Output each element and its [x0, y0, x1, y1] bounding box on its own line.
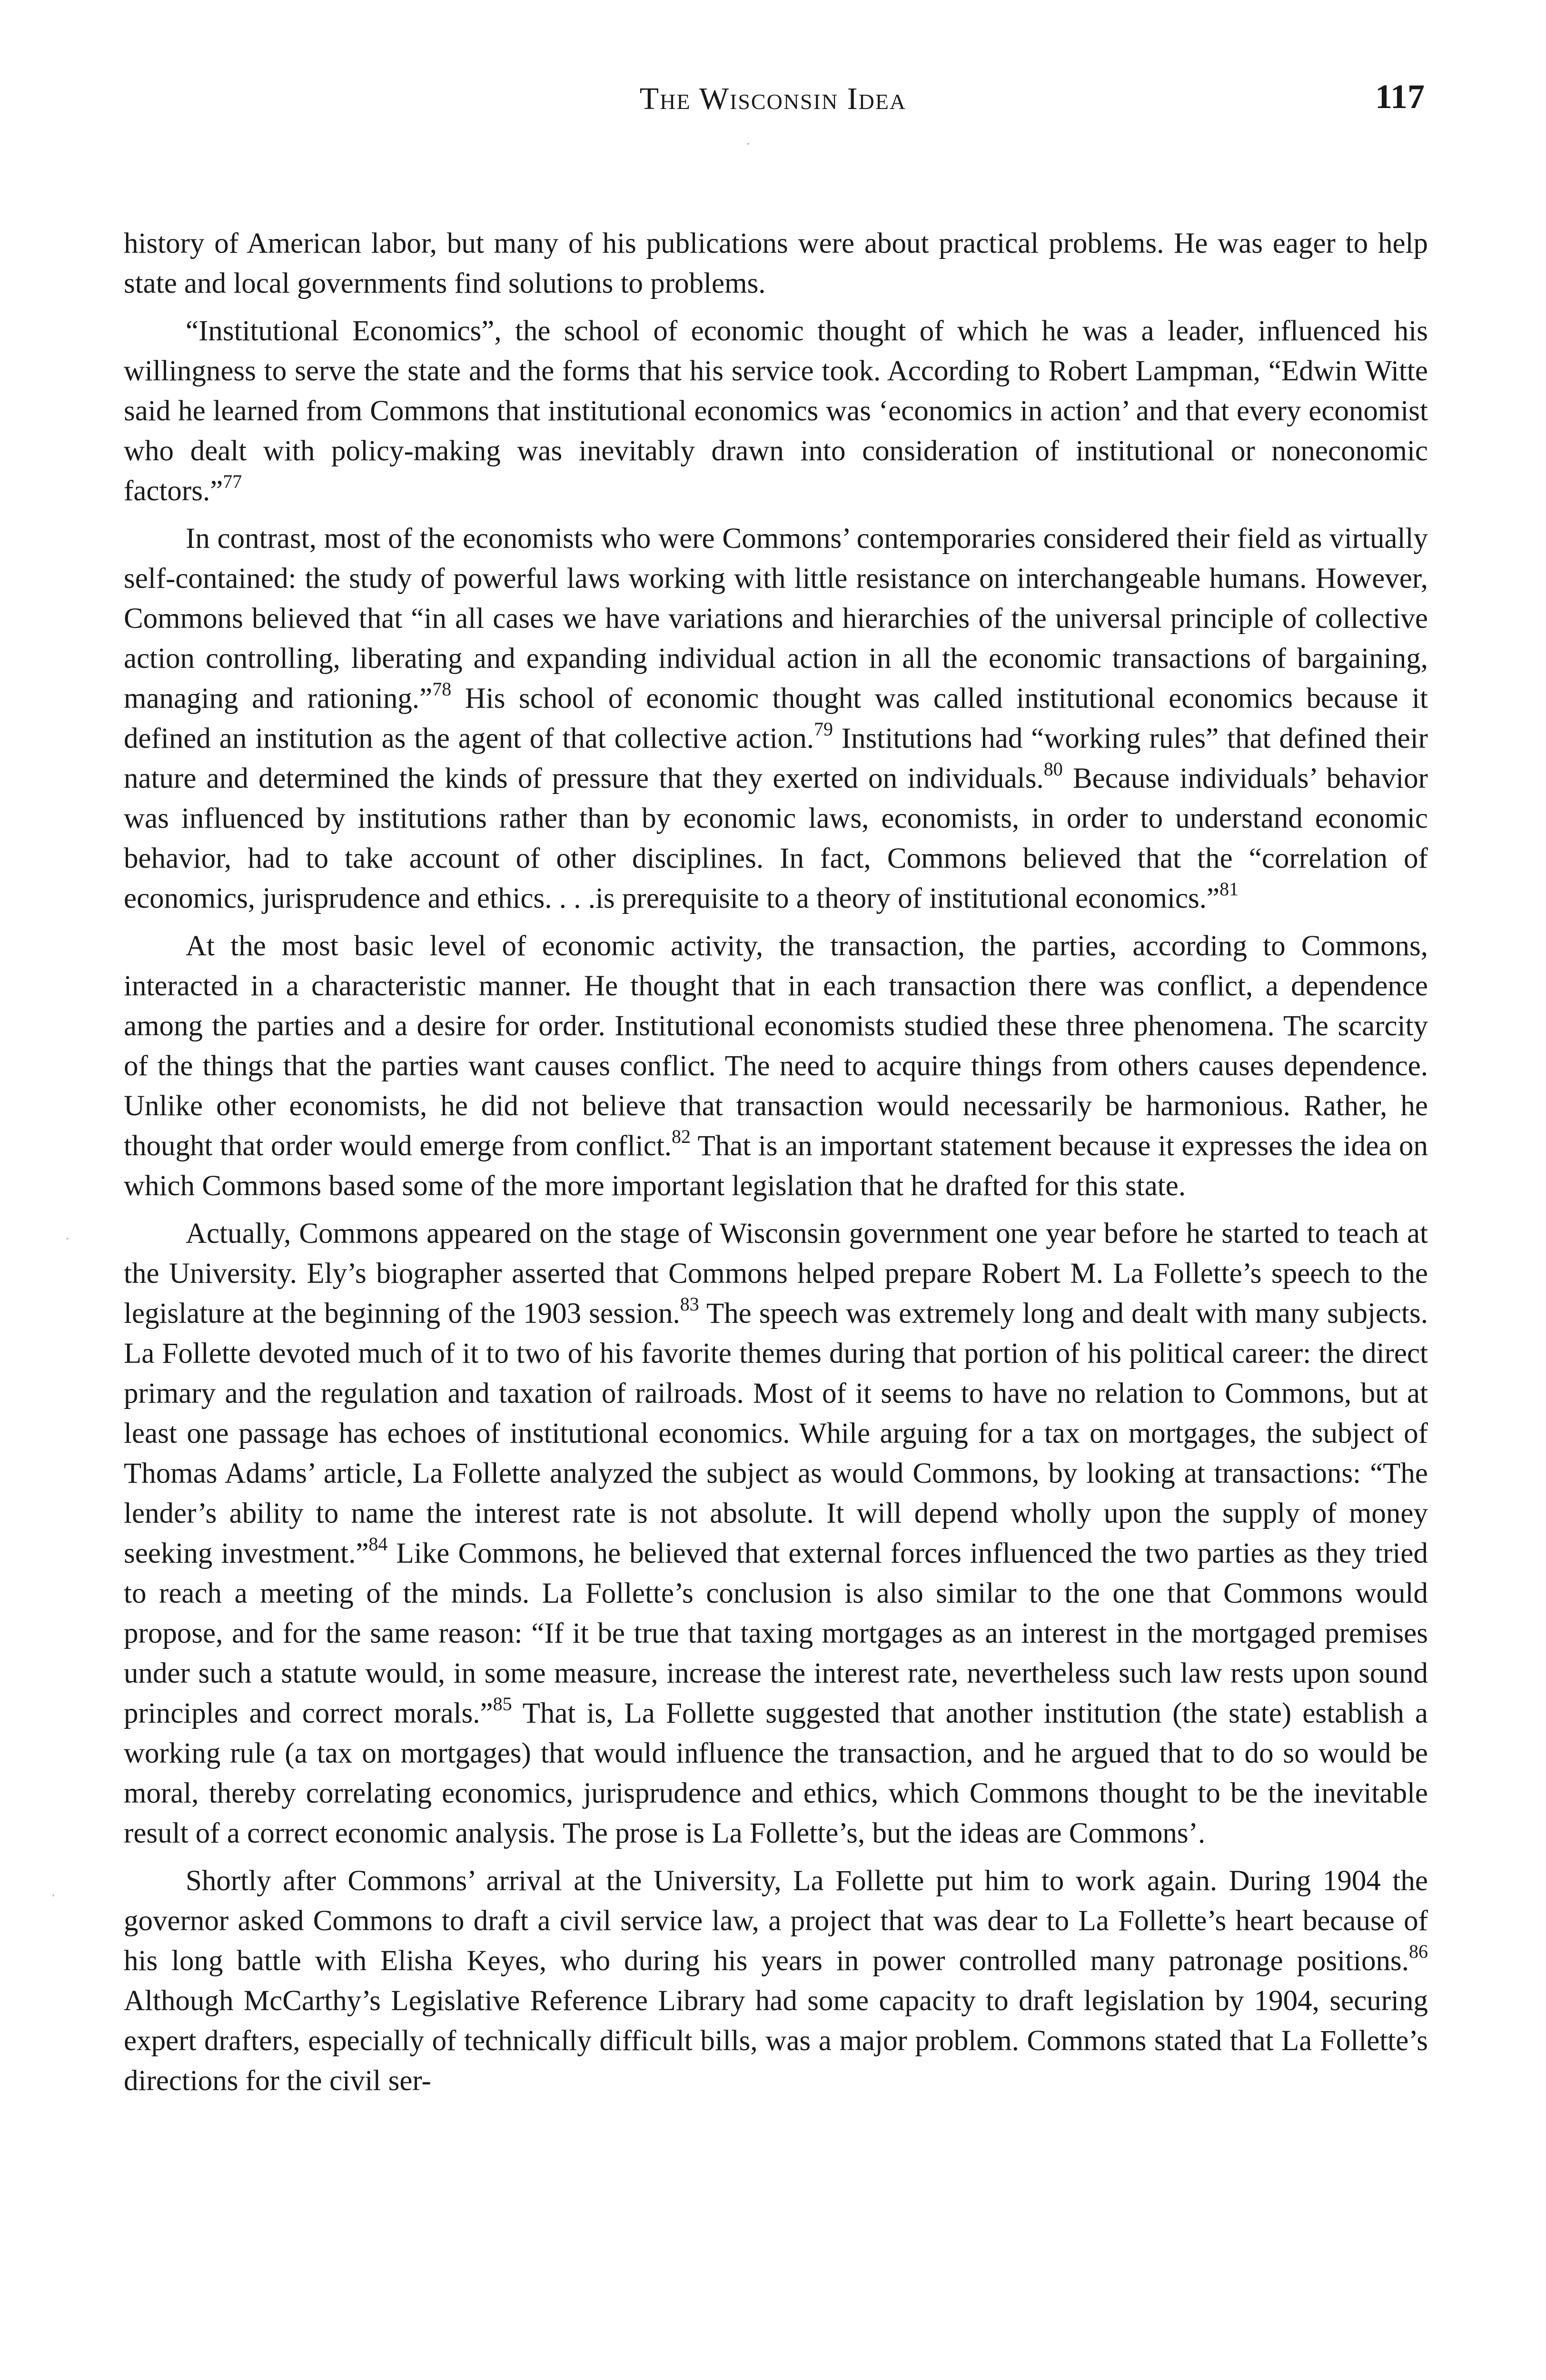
paragraph-1: [124, 224, 1428, 304]
paragraph-3: [124, 519, 1428, 919]
scan-speck: [747, 143, 749, 145]
footnote-ref-77: 77: [223, 471, 242, 492]
paragraph-2-text: “Institutional Economics”, the school of economic thought of which he was a leader, influenced his willingness to serve the state and the forms that his service took. According to Robert Lampman, “Edwin Witte said he learned from Commons that institutional economics was ‘economics in action’ and that every economist who dealt with policy-making was inevitably drawn into consideration of institutional or noneconomic factors.”: [124, 315, 1428, 507]
paragraph-6-text-b: Although McCarthy’s Legislative Reference Library had some capacity to draft legislation by 1904, securing expert drafters, especially of technically difficult bills, was a major problem. Commons stated that La Follette’s directions for the civil ser-: [124, 1985, 1428, 2097]
scan-speck: [67, 1238, 69, 1240]
paragraph-3-text-d: Because individuals’ behavior was influenced by institutions rather than by economic laws, economists, in order to understand economic behavior, had to take account of other disciplines. In fact, Commons believed that the “correlation of economics, jurisprudence and ethics. . . .is prerequisite to a theory of institutional economics.”: [124, 763, 1428, 914]
footnote-ref-82: 82: [672, 1126, 691, 1147]
paragraph-5-text-c: Like Commons, he believed that external forces influenced the two parties as they tried to reach a meeting of the minds. La Follette’s conclusion is also similar to the one that Commons would propose, and for the same reason: “If it be true that taxing mortgages as an interest in the mortgaged premises under such a statute would, in some measure, increase the interest rate, nevertheless such law rests upon sound principles and correct morals.”: [124, 1537, 1428, 1729]
paragraph-4: [124, 926, 1428, 1206]
footnote-ref-83: 83: [680, 1293, 699, 1315]
footnote-ref-78: 78: [432, 678, 452, 700]
footnote-ref-86: 86: [1409, 1941, 1428, 1962]
scan-speck: [52, 1894, 54, 1896]
paragraph-3-text-c: Institutions had “working rules” that defined their nature and determined the kinds of pressure that they exerted on individuals.: [124, 723, 1428, 794]
body-text: [124, 224, 1428, 2109]
running-head: The Wisconsin Idea: [639, 81, 907, 116]
paragraph-4-text-b: That is an important statement because it expresses the idea on which Commons based some of the more important legislation that he drafted for this state.: [124, 1130, 1428, 1202]
paragraph-4-text-a: At the most basic level of economic activity, the transaction, the parties, according to Commons, interacted in a characteristic manner. He thought that in each transaction there was conflict, a dependence among the parties and a desire for order. Institutional economists studied these three phenomena. The scarcity of the things that the parties want causes conflict. The need to acquire things from others causes dependence. Unlike other economists, he did not believe that transaction would necessarily be harmonious. Rather, he thought that order would emerge from conflict.: [124, 930, 1428, 1162]
paragraph-5: [124, 1214, 1428, 1854]
footnote-ref-80: 80: [1043, 758, 1063, 780]
footnote-ref-81: 81: [1219, 878, 1239, 900]
footnote-ref-79: 79: [813, 718, 833, 740]
paragraph-1-text: history of American labor, but many of his publications were about practical problems. He was eager to help state and local governments find solutions to problems.: [124, 228, 1428, 299]
paragraph-6-text-a: Shortly after Commons’ arrival at the University, La Follette put him to work again. During 1904 the governor asked Commons to draft a civil service law, a project that was dear to La Follette’s heart because of his long battle with Elisha Keyes, who during his years in power controlled many patronage positions.: [124, 1865, 1428, 1977]
page-number: 117: [1375, 78, 1425, 116]
paragraph-3-text-b: His school of economic thought was called institutional economics because it defined an institution as the agent of that collective action.: [124, 683, 1428, 754]
paragraph-6: [124, 1861, 1428, 2101]
paragraph-5-text-d: That is, La Follette suggested that another institution (the state) establish a working rule (a tax on mortgages) that would influence the transaction, and he argued that to do so would be moral, thereby correlating economics, jurisprudence and ethics, which Commons thought to be the inevitable result of a correct economic analysis. The prose is La Follette’s, but the ideas are Commons’.: [124, 1697, 1428, 1849]
paragraph-5-text-b: The speech was extremely long and dealt with many subjects. La Follette devoted much of it to two of his favorite themes during that portion of his political career: the direct primary and the regulation and taxation of railroads. Most of it seems to have no relation to Commons, but at least one passage has echoes of institutional economics. While arguing for a tax on mortgages, the subject of Thomas Adams’ article, La Follette analyzed the subject as would Commons, by looking at transactions: “The lender’s ability to name the interest rate is not absolute. It will depend wholly upon the supply of money seeking investment.”: [124, 1298, 1428, 1569]
footnote-ref-84: 84: [368, 1533, 388, 1555]
paragraph-3-text-a: In contrast, most of the economists who were Commons’ contemporaries considered their field as virtually self-contained: the study of powerful laws working with little resistance on interchangeable humans. However, Commons believed that “in all cases we have variations and hierarchies of the universal principle of collective action controlling, liberating and expanding individual action in all the economic transactions of bargaining, managing and rationing.”: [124, 523, 1428, 714]
paragraph-5-text-a: Actually, Commons appeared on the stage of Wisconsin government one year before he started to teach at the University. Ely’s biographer asserted that Commons helped prepare Robert M. La Follette’s speech to the legislature at the beginning of the 1903 session.: [124, 1218, 1428, 1329]
footnote-ref-85: 85: [493, 1693, 512, 1715]
paragraph-2: [124, 311, 1428, 511]
